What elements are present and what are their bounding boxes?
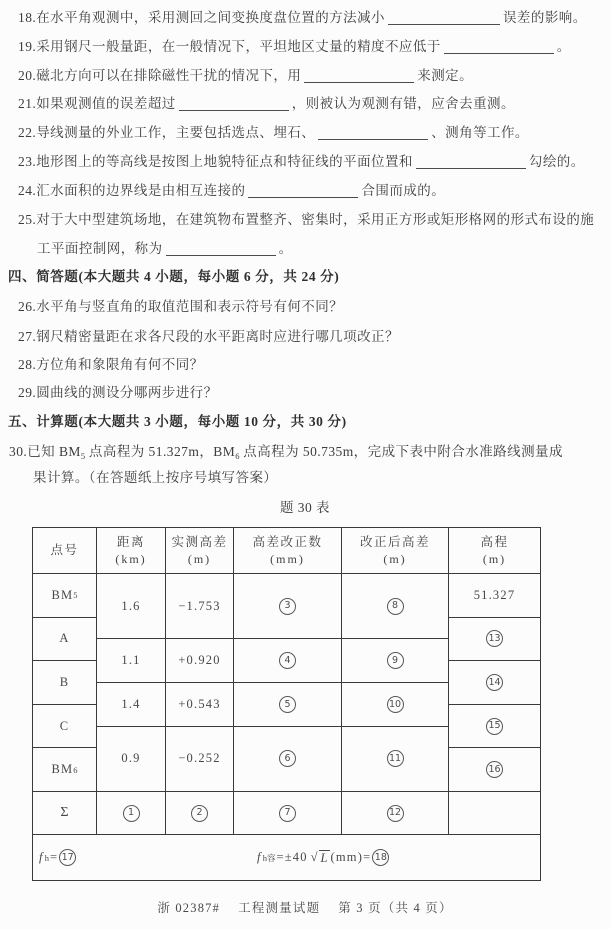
formula-fh-allowable [257, 835, 389, 880]
col-header-measured [166, 528, 234, 574]
col-header-measured-unit: (m) [187, 551, 212, 566]
correction-4-ref: 6 [279, 750, 296, 767]
question-19-text: 19.采用钢尺一般量距，在一般情况下，平坦地区丈量的精度不应低于 [18, 39, 441, 54]
question-30-text3: 点高程为 50.735m，完成下表中附合水准路线测量成 [239, 444, 563, 459]
question-21-text: 21.如果观测值的误差超过 [18, 96, 176, 111]
question-30-text4: 果计算。（在答题纸上按序号填写答案） [33, 470, 278, 485]
col-header-distance-unit: (km) [115, 551, 147, 566]
bm5-subscript: 5 [80, 451, 86, 461]
col-header-measured-label: 实测高差 [171, 534, 228, 549]
elevation-c-ref: 15 [486, 718, 503, 735]
question-21-tail: ，则被认为观测有错，应舍去重测。 [291, 96, 515, 111]
question-22-text: 22.导线测量的外业工作，主要包括选点、埋石、 [18, 125, 316, 140]
cell-distance-4 [97, 727, 166, 792]
distance-3-value: 1.4 [121, 696, 141, 711]
section-4-title: 四、简答题(本大题共 4 小题，每小题 6 分，共 24 分) [8, 269, 340, 284]
fallow-coefficient: =±40 [276, 850, 308, 865]
cell-measured-2 [166, 639, 234, 683]
corrected-1-ref: 8 [387, 598, 404, 615]
fallow-result-ref: 18 [372, 849, 389, 866]
fh-subscript: h [44, 852, 49, 863]
corrected-4-ref: 11 [387, 750, 404, 767]
question-18 [18, 10, 587, 26]
question-27 [18, 329, 399, 345]
sqrt-radical: √ [310, 850, 318, 865]
question-20-tail: 来测定。 [417, 68, 474, 83]
correction-1-ref: 3 [279, 598, 296, 615]
sigma-measured-ref: 2 [191, 805, 208, 822]
question-19 [18, 39, 571, 55]
correction-2-ref: 4 [279, 652, 296, 669]
cell-sigma-distance [97, 792, 166, 836]
question-24-text: 24.汇水面积的边界线是由相互连接的 [18, 183, 246, 198]
correction-3-ref: 5 [279, 696, 296, 713]
cell-elevation-b [449, 661, 540, 705]
fh-symbol: f [39, 850, 44, 865]
question-30-text: 30.已知 BM [9, 444, 81, 459]
sqrt-variable: L [320, 850, 328, 865]
question-23-tail: 勾绘的。 [528, 154, 585, 169]
cell-distance-2 [97, 639, 166, 683]
col-header-corrected-unit: (m) [383, 551, 407, 566]
point-bm5-sub: 5 [73, 590, 78, 601]
measured-1-value: −1.753 [178, 598, 221, 613]
cell-sigma-elevation-empty [449, 792, 540, 836]
question-30-line2 [33, 470, 277, 486]
answer-blank-q21 [179, 98, 289, 111]
point-bm6-sub: 6 [73, 764, 78, 775]
cell-distance-1 [97, 574, 166, 639]
measured-4-value: −0.252 [178, 751, 221, 766]
point-a-label: A [59, 631, 70, 646]
cell-corrected-2 [342, 639, 449, 683]
cell-point-bm6 [33, 748, 97, 792]
formula-fh [39, 849, 76, 866]
cell-elevation-bm6 [449, 748, 540, 792]
cell-sigma-correction [234, 792, 342, 836]
section-5-title: 五、计算题(本大题共 3 小题，每小题 10 分，共 30 分) [8, 414, 347, 429]
question-26 [18, 299, 343, 315]
survey-table [32, 527, 541, 881]
cell-elevation-a [449, 618, 540, 662]
elevation-bm5-value: 51.327 [473, 587, 516, 602]
question-23 [18, 154, 585, 170]
cell-sigma-corrected [342, 792, 449, 836]
exam-title: 工程测量试题 [238, 901, 321, 915]
elevation-bm6-ref: 16 [486, 761, 503, 778]
col-header-correction-unit: (mm) [270, 551, 305, 566]
distance-2-value: 1.1 [121, 653, 141, 668]
point-bm5-label: BM [51, 587, 74, 602]
question-20 [18, 68, 473, 84]
question-21 [18, 96, 515, 112]
fh-equals: = [49, 850, 59, 865]
question-30-text2: 点高程为 51.327m，BM [85, 444, 236, 459]
question-28-text: 28.方位角和象限角有何不同？ [18, 357, 204, 372]
cell-corrected-4 [342, 727, 449, 792]
question-25-line2 [37, 241, 293, 257]
question-29 [18, 385, 218, 401]
fh-result-ref: 17 [59, 849, 76, 866]
measured-2-value: +0.920 [178, 653, 221, 668]
exam-code: 浙 02387# [157, 901, 221, 915]
question-22 [18, 125, 529, 141]
sigma-symbol: Σ [60, 805, 69, 821]
cell-measured-4 [166, 727, 234, 792]
cell-elevation-c [449, 705, 540, 749]
col-header-corrected [342, 528, 449, 574]
answer-blank-q24 [248, 185, 358, 198]
question-20-text: 20.磁北方向可以在排除磁性干扰的情况下，用 [18, 68, 302, 83]
sigma-distance-ref: 1 [123, 805, 140, 822]
cell-sigma-measured [166, 792, 234, 836]
col-header-correction-label: 高差改正数 [252, 534, 323, 549]
cell-point-c [33, 705, 97, 749]
question-29-text: 29.圆曲线的测设分哪两步进行？ [18, 385, 218, 400]
section-heading-short-answer [8, 269, 339, 285]
cell-correction-1 [234, 574, 342, 639]
question-25-tail: 。 [278, 241, 293, 256]
question-25-text: 25.对于大中型建筑场地，在建筑物布置整齐、密集时，采用正方形或矩形格网的形式布设的施 [18, 212, 595, 227]
question-28 [18, 357, 204, 373]
distance-4-value: 0.9 [121, 751, 141, 766]
cell-correction-3 [234, 683, 342, 727]
col-header-elevation [449, 528, 540, 574]
cell-corrected-3 [342, 683, 449, 727]
elevation-b-ref: 14 [486, 674, 503, 691]
sigma-correction-ref: 7 [279, 805, 296, 822]
col-header-point [33, 528, 97, 574]
answer-blank-q18 [388, 12, 500, 25]
fallow-symbol: f [257, 850, 262, 865]
sigma-corrected-ref: 12 [387, 805, 404, 822]
question-26-text: 26.水平角与竖直角的取值范围和表示符号有何不同？ [18, 299, 344, 314]
question-23-text: 23.地形图上的等高线是按图上地貌特征点和特征线的平面位置和 [18, 154, 413, 169]
col-header-correction [234, 528, 342, 574]
elevation-a-ref: 13 [486, 630, 503, 647]
measured-3-value: +0.543 [178, 696, 221, 711]
cell-point-b [33, 661, 97, 705]
question-18-text: 18.在水平角观测中，采用测回之间变换度盘位置的方法减小 [18, 10, 385, 25]
corrected-3-ref: 10 [387, 696, 404, 713]
question-24-tail: 合围而成的。 [361, 183, 446, 198]
question-22-tail: 、测角等工作。 [431, 125, 529, 140]
table-title-text: 题 30 表 [280, 500, 330, 515]
question-25-line1 [18, 212, 594, 228]
answer-blank-q22 [318, 127, 428, 140]
section-heading-calculation [8, 414, 347, 430]
cell-corrected-1 [342, 574, 449, 639]
question-18-tail: 误差的影响。 [502, 10, 587, 25]
table-title [0, 500, 610, 516]
page-footer [0, 898, 610, 916]
cell-elevation-bm5 [449, 574, 540, 618]
page-number: 第 3 页（共 4 页） [338, 901, 453, 915]
col-header-elevation-unit: (m) [482, 551, 507, 566]
col-header-corrected-label: 改正后高差 [359, 534, 430, 549]
answer-blank-q19 [444, 41, 554, 54]
cell-distance-3 [97, 683, 166, 727]
answer-blank-q25 [166, 243, 276, 256]
col-header-distance [97, 528, 166, 574]
cell-correction-2 [234, 639, 342, 683]
question-25-text2: 工平面控制网，称为 [37, 241, 163, 256]
fallow-subscript: h容 [262, 852, 276, 863]
cell-point-bm5 [33, 574, 97, 618]
point-c-label: C [59, 718, 70, 733]
corrected-2-ref: 9 [387, 652, 404, 669]
question-19-tail: 。 [556, 39, 571, 54]
question-27-text: 27.钢尺精密量距在求各尺段的水平距离时应进行哪几项改正？ [18, 329, 399, 344]
fallow-unit: (mm)= [330, 850, 372, 865]
col-header-point-label: 点号 [50, 543, 79, 557]
distance-1-value: 1.6 [121, 598, 141, 613]
cell-measured-1 [166, 574, 234, 639]
point-b-label: B [59, 674, 70, 689]
point-bm6-label: BM [51, 762, 74, 777]
cell-correction-4 [234, 727, 342, 792]
answer-blank-q23 [416, 156, 526, 169]
col-header-distance-label: 距离 [116, 534, 145, 549]
formula-row [33, 835, 540, 880]
cell-measured-3 [166, 683, 234, 727]
bm6-subscript: 6 [235, 451, 240, 461]
question-24 [18, 183, 445, 199]
col-header-elevation-label: 高程 [480, 534, 509, 549]
question-30-line1 [9, 444, 563, 464]
cell-point-a [33, 618, 97, 662]
answer-blank-q20 [304, 70, 414, 83]
cell-sigma-label [33, 792, 97, 836]
